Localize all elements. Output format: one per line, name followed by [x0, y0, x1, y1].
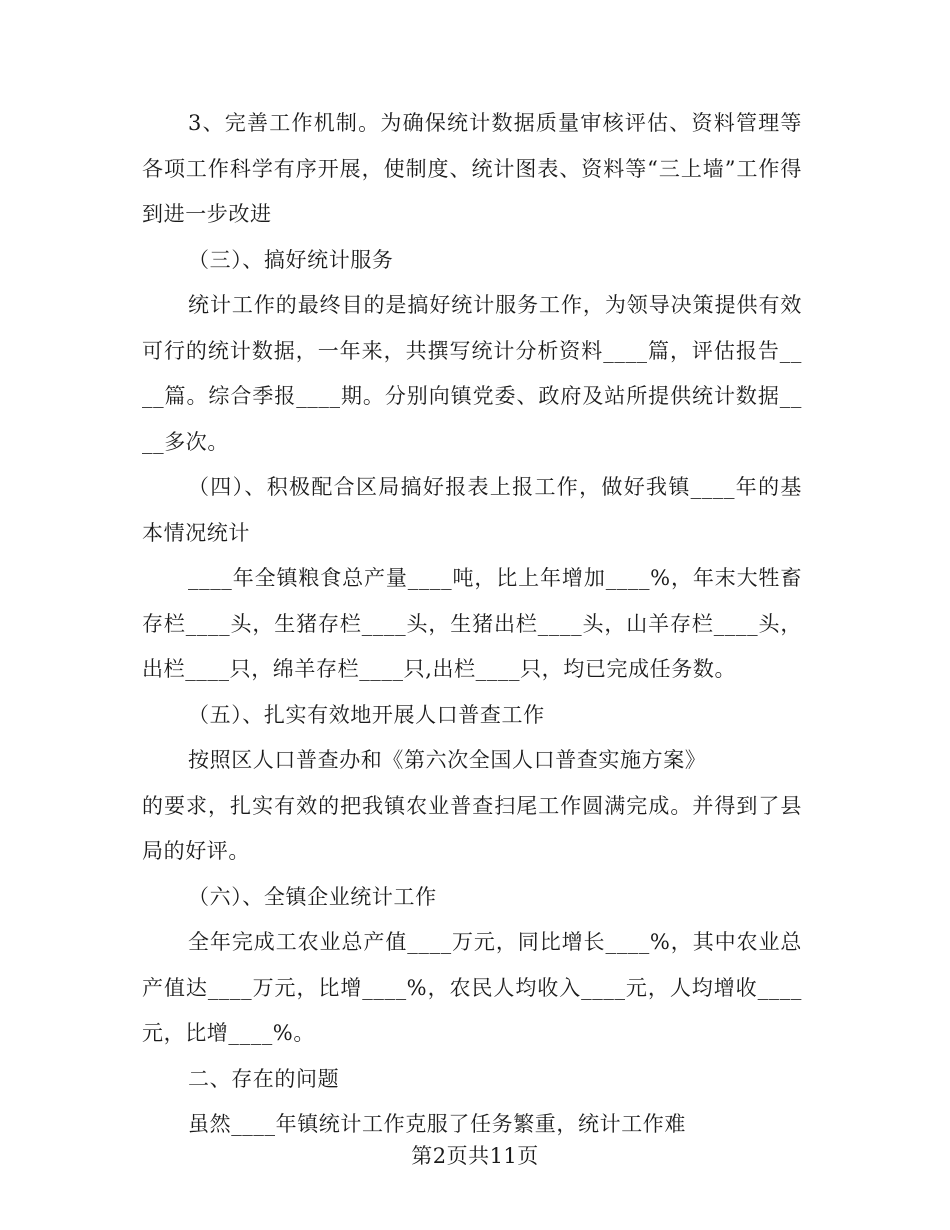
paragraph-problems: 虽然____年镇统计工作克服了任务繁重，统计工作难 — [188, 1112, 686, 1136]
heading-enterprise-statistics: （六）、全镇企业统计工作 — [188, 884, 437, 909]
paragraph-improve-mechanism: 3、完善工作机制。为确保统计数据质量审核评估、资料管理等各项工作科学有序开展，使制度、统计图表、资料等“三上墙”工作得到进一步改进 — [142, 111, 802, 226]
heading-report-submission: （四）、积极配合区局搞好报表上报工作，做好我镇____年的基本情况统计 — [142, 475, 802, 545]
document-body — [142, 101, 802, 1148]
heading-statistical-service: （三）、搞好统计服务 — [188, 247, 394, 272]
heading-population-census: （五）、扎实有效地开展人口普查工作 — [188, 702, 545, 727]
paragraph-census-plan: 按照区人口普查办和《第六次全国人口普查实施方案》 — [188, 748, 707, 772]
paragraph-statistical-service: 统计工作的最终目的是搞好统计服务工作，为领导决策提供有效可行的统计数据，一年来，共撰写统计分析资料____篇，评估报告____篇。综合季报____期。分别向镇党委、政府及站所提供统计数据____多次。 — [142, 293, 802, 454]
paragraph-census-result: 的要求，扎实有效的把我镇农业普查扫尾工作圆满完成。并得到了县局的好评。 — [142, 793, 802, 863]
paragraph-grain-livestock: ____年全镇粮食总产量____吨，比上年增加____%，年末大牲畜存栏____头，生猪存栏____头，生猪出栏____头，山羊存栏____头，出栏____只，绵羊存栏____只,出栏____只，均已完成任务数。 — [142, 566, 802, 681]
page-number-footer: 第2页共11页 — [411, 1144, 539, 1168]
paragraph-output-value: 全年完成工农业总产值____万元，同比增长____%，其中农业总产值达____万元，比增____%，农民人均收入____元，人均增收____元，比增____%。 — [142, 930, 802, 1045]
heading-existing-problems: 二、存在的问题 — [188, 1066, 340, 1091]
